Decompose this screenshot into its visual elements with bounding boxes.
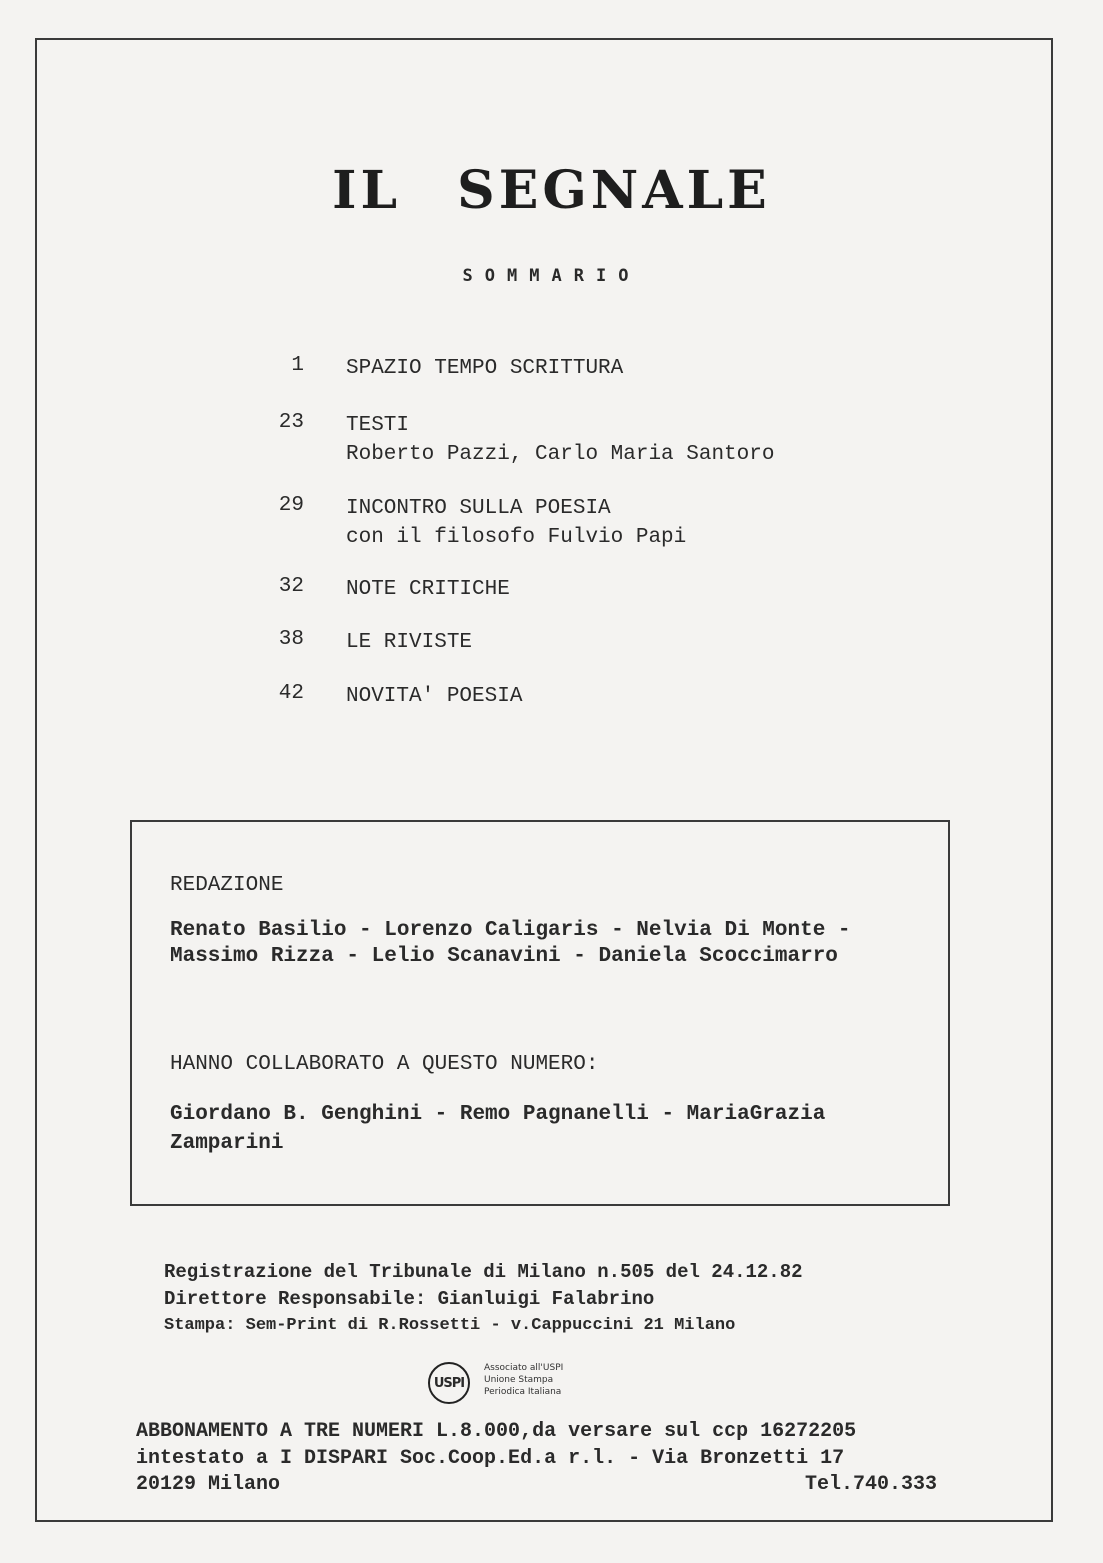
contents-heading: SOMMARIO bbox=[462, 266, 641, 286]
subscription-city: 20129 Milano bbox=[136, 1473, 281, 1496]
magazine-title: IL SEGNALE bbox=[332, 160, 771, 221]
toc-subtitle: Roberto Pazzi, Carlo Maria Santoro bbox=[346, 443, 775, 466]
usp-logo-icon: USPI bbox=[428, 1362, 470, 1404]
usp-caption-line: Associato all'USPI bbox=[484, 1363, 564, 1373]
toc-subtitle: con il filosofo Fulvio Papi bbox=[346, 526, 687, 549]
toc-title: TESTI bbox=[346, 414, 410, 437]
toc-page-number: 38 bbox=[278, 628, 304, 651]
redazione-names: Massimo Rizza - Lelio Scanavini - Daniela Scoccimarro bbox=[170, 945, 838, 968]
usp-caption-line: Periodica Italiana bbox=[484, 1387, 562, 1397]
printing-line: Stampa: Sem-Print di R.Rossetti - v.Cappuccini 21 Milano bbox=[164, 1316, 736, 1335]
redazione-names: Renato Basilio - Lorenzo Caligaris - Nelvia Di Monte - bbox=[170, 919, 851, 942]
director-line: Direttore Responsabile: Gianluigi Falabrino bbox=[164, 1288, 655, 1310]
toc-page-number: 32 bbox=[278, 575, 304, 598]
toc-page-number: 29 bbox=[278, 494, 304, 517]
toc-title: NOTE CRITICHE bbox=[346, 578, 510, 601]
toc-page-number: 23 bbox=[278, 411, 304, 434]
toc-title: SPAZIO TEMPO SCRITTURA bbox=[346, 357, 624, 380]
subscription-line: intestato a I DISPARI Soc.Coop.Ed.a r.l. - Via Bronzetti 17 bbox=[136, 1447, 845, 1470]
subscription-phone: Tel.740.333 bbox=[804, 1473, 937, 1496]
usp-caption bbox=[484, 1362, 563, 1398]
toc-title: LE RIVISTE bbox=[346, 631, 473, 654]
toc-title: INCONTRO SULLA POESIA bbox=[346, 497, 611, 520]
usp-caption-line: Unione Stampa bbox=[484, 1375, 554, 1385]
redazione-label: REDAZIONE bbox=[170, 874, 284, 897]
toc-title: NOVITA' POESIA bbox=[346, 685, 523, 708]
toc-page-number: 1 bbox=[291, 354, 304, 377]
collaborator-names: Zamparini bbox=[170, 1132, 284, 1155]
collaborator-names: Giordano B. Genghini - Remo Pagnanelli - MariaGrazia bbox=[170, 1103, 826, 1126]
collaborators-label: HANNO COLLABORATO A QUESTO NUMERO: bbox=[170, 1053, 599, 1076]
toc-page-number: 42 bbox=[278, 682, 304, 705]
registration-line: Registrazione del Tribunale di Milano n.505 del 24.12.82 bbox=[164, 1261, 803, 1283]
subscription-line: ABBONAMENTO A TRE NUMERI L.8.000,da versare sul ccp 16272205 bbox=[136, 1420, 857, 1443]
